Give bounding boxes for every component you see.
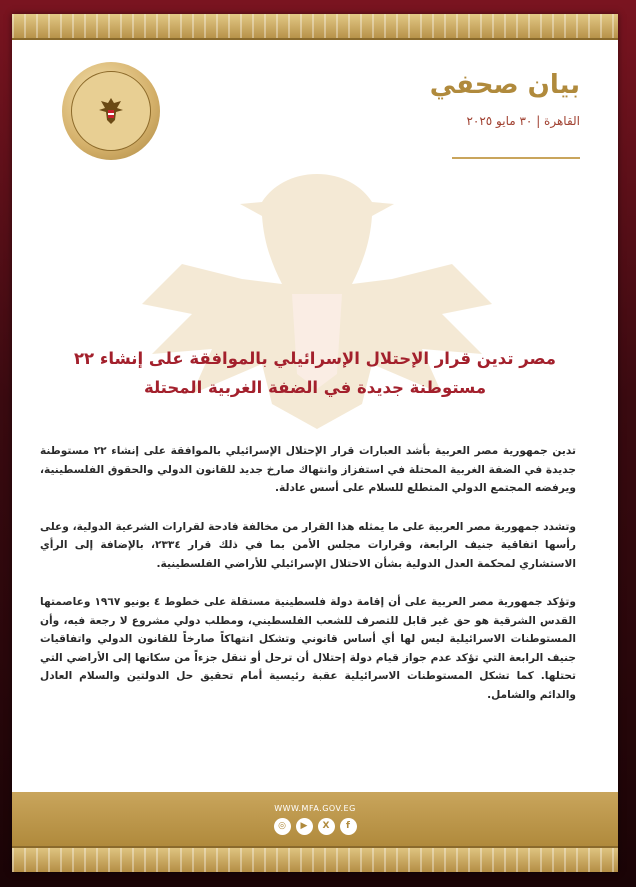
headline-line-2: مستوطنة جديدة في الضفة الغربية المحتلة [143,378,487,397]
page-title: بيان صحفي [429,70,580,100]
dateline: القاهرة | ٣٠ مايو ٢٠٢٥ [466,114,580,128]
ministry-seal [62,62,160,160]
header-divider [452,157,580,159]
top-ornament-band [12,14,618,40]
paragraph-2: وتشدد جمهورية مصر العربية على ما يمثله هذا القرار من مخالفة فادحة لقرارات الشرعية الدولية، وعلى رأسها اتفاقية جنيف الرابعة، وقرارات مجلس الأمن بما في ذلك قرار ٢٣٣٤، بالإضافة إلى الرأي الاستشاري لمحكمة العدل الدولية بشأن الاحتلال الإسرائيلي للأراضي الفلسطينية. [40,520,576,570]
paragraph-1: تدين جمهورية مصر العربية بأشد العبارات قرار الإحتلال الإسرائيلي بالموافقة على إنشاء ٢٢ مستوطنة جديدة في الضفة الغربية المحتلة في استفزاز وانتهاك صارخ جديد للقانون الدولي والحقوق الفلسطينية، ويرفضه المجتمع الدولي المتطلع للسلام على أسس عادلة. [40,445,576,494]
egypt-eagle-seal-icon [71,71,151,151]
press-release-page [12,14,618,872]
instagram-icon[interactable]: ◎ [274,818,291,835]
x-icon[interactable]: X [318,818,335,835]
bottom-ornament-band [12,846,618,872]
headline [42,344,588,402]
body-text [40,442,576,724]
paragraph-3: وتؤكد جمهورية مصر العربية على أن إقامة دولة فلسطينية مستقلة على خطوط ٤ يونيو ١٩٦٧ وعاصمتها القدس الشرقية هو حق غير قابل للتصرف للشعب الفلسطيني، ومطلب دولي مشروع لا رجعة فيه، وأن المستوطنات الاسرائيلية ليس لها أي أساس قانوني وتشكل انتهاكاً صارخاً للقانون الدولي واتفاقيات جنيف الرابعة التي تؤكد عدم جواز قيام دولة إحتلال أن ترحل أو تنقل جزءاً من سكانها إلى الأراضي التي تحتلها. كما تشكل المستوطنات الاسرائيلية عقبة رئيسية أمام تحقيق حل الدولتين والسلام العادل والدائم والشامل. [40,596,576,701]
header-title-block [360,70,580,128]
headline-line-1: مصر تدين قرار الإحتلال الإسرائيلي بالموافقة على إنشاء ٢٢ [73,349,556,368]
website-link[interactable]: WWW.MFA.GOV.EG [274,803,356,813]
footer-bar [12,792,618,846]
social-links [274,818,357,835]
youtube-icon[interactable]: ▶ [296,818,313,835]
facebook-icon[interactable]: f [340,818,357,835]
